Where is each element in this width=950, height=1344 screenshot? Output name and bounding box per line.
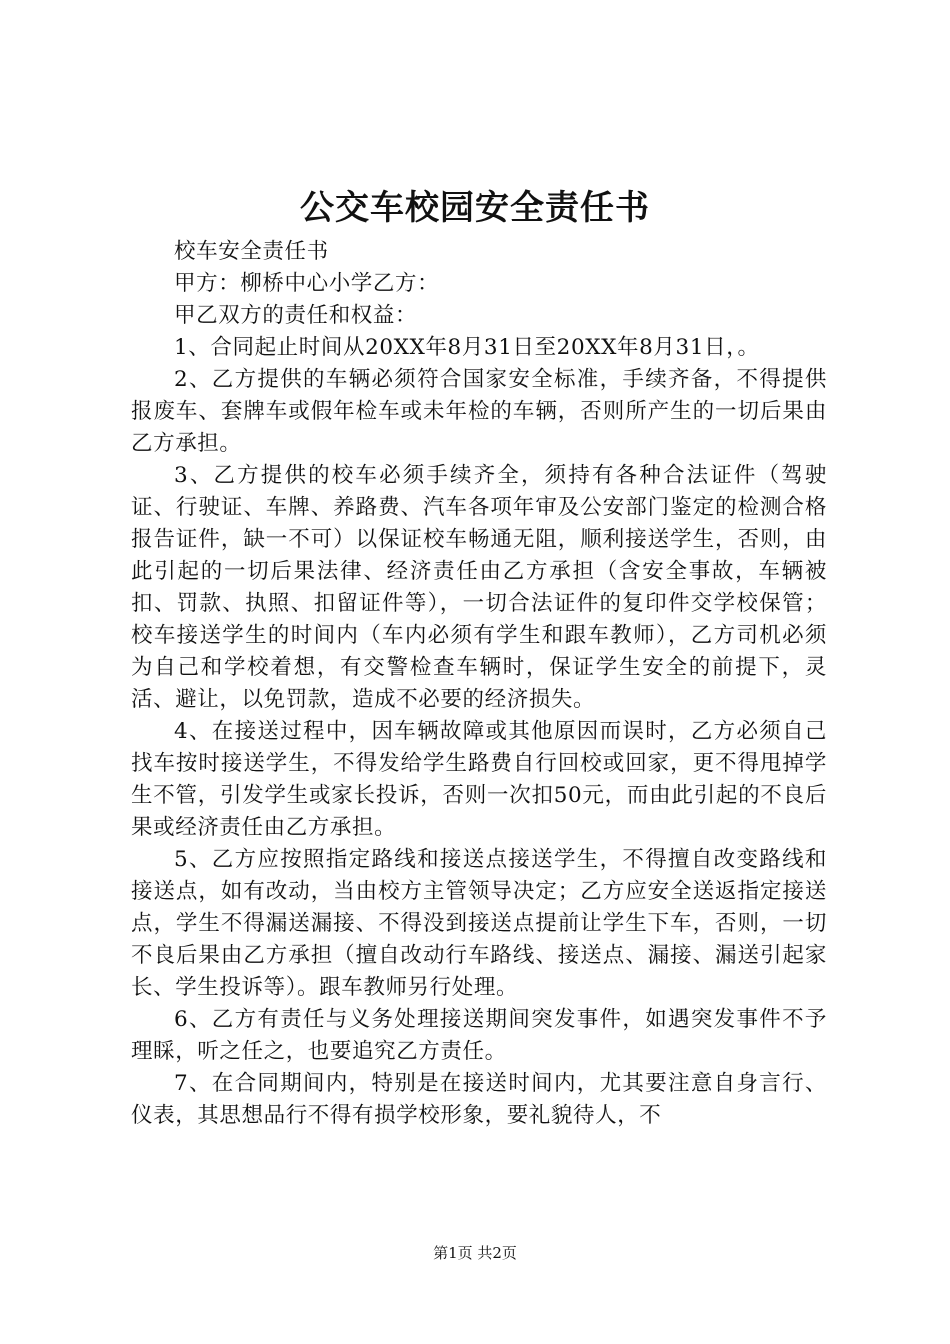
paragraph-clause-3: 3、乙方提供的校车必须手续齐全，须持有各种合法证件（驾驶证、行驶证、车牌、养路费、汽车各项年审及公安部门鉴定的检测合格报告证件，缺一不可）以保证校车畅通无阻，顺利接送学生，否则，由此引起的一切后果法律、经济责任由乙方承担（含安全事故，车辆被扣、罚款、执照、扣留证件等），一切合法证件的复印件交学校保管；校车接送学生的时间内（车内必须有学生和跟车教师），乙方司机必须为自己和学校着想，有交警检查车辆时，保证学生安全的前提下，灵活、避让，以免罚款，造成不必要的经济损失。 (131, 463, 827, 712)
paragraph-clause-7: 7、在合同期间内，特别是在接送时间内，尤其要注意自身言行、仪表，其思想品行不得有损学校形象，要礼貌待人，不 (131, 1071, 827, 1128)
paragraph-subtitle: 校车安全责任书 (174, 239, 329, 264)
paragraph-clause-5: 5、乙方应按照指定路线和接送点接送学生，不得擅自改变路线和接送点，如有改动，当由校方主管领导决定；乙方应安全送返指定接送点，学生不得漏送漏接、不得没到接送点提前让学生下车，否则，一切不良后果由乙方承担（擅自改动行车路线、接送点、漏接、漏送引起家长、学生投诉等）。跟车教师另行处理。 (131, 847, 827, 1000)
paragraph-parties: 甲方：柳桥中心小学乙方： (174, 271, 440, 296)
paragraph-clause-2: 2、乙方提供的车辆必须符合国家安全标准，手续齐备，不得提供报废车、套牌车或假年检车或未年检的车辆，否则所产生的一切后果由乙方承担。 (131, 367, 827, 456)
document-body (131, 236, 827, 1132)
paragraph-clause-1: 1、合同起止时间从20XX年8月31日至20XX年8月31日，。 (174, 335, 760, 360)
paragraph-clause-4: 4、在接送过程中，因车辆故障或其他原因而误时，乙方必须自己找车按时接送学生，不得发给学生路费自行回校或回家，更不得甩掉学生不管，引发学生或家长投诉，否则一次扣50元，而由此引起的不良后果或经济责任由乙方承担。 (131, 719, 827, 840)
document-title: 公交车校园安全责任书 (300, 188, 650, 228)
paragraph-rights-heading: 甲乙双方的责任和权益： (174, 303, 418, 328)
paragraph-clause-6: 6、乙方有责任与义务处理接送期间突发事件，如遇突发事件不予理睬，听之任之，也要追究乙方责任。 (131, 1007, 827, 1064)
page-number-footer: 第1页 共2页 (433, 1244, 517, 1262)
